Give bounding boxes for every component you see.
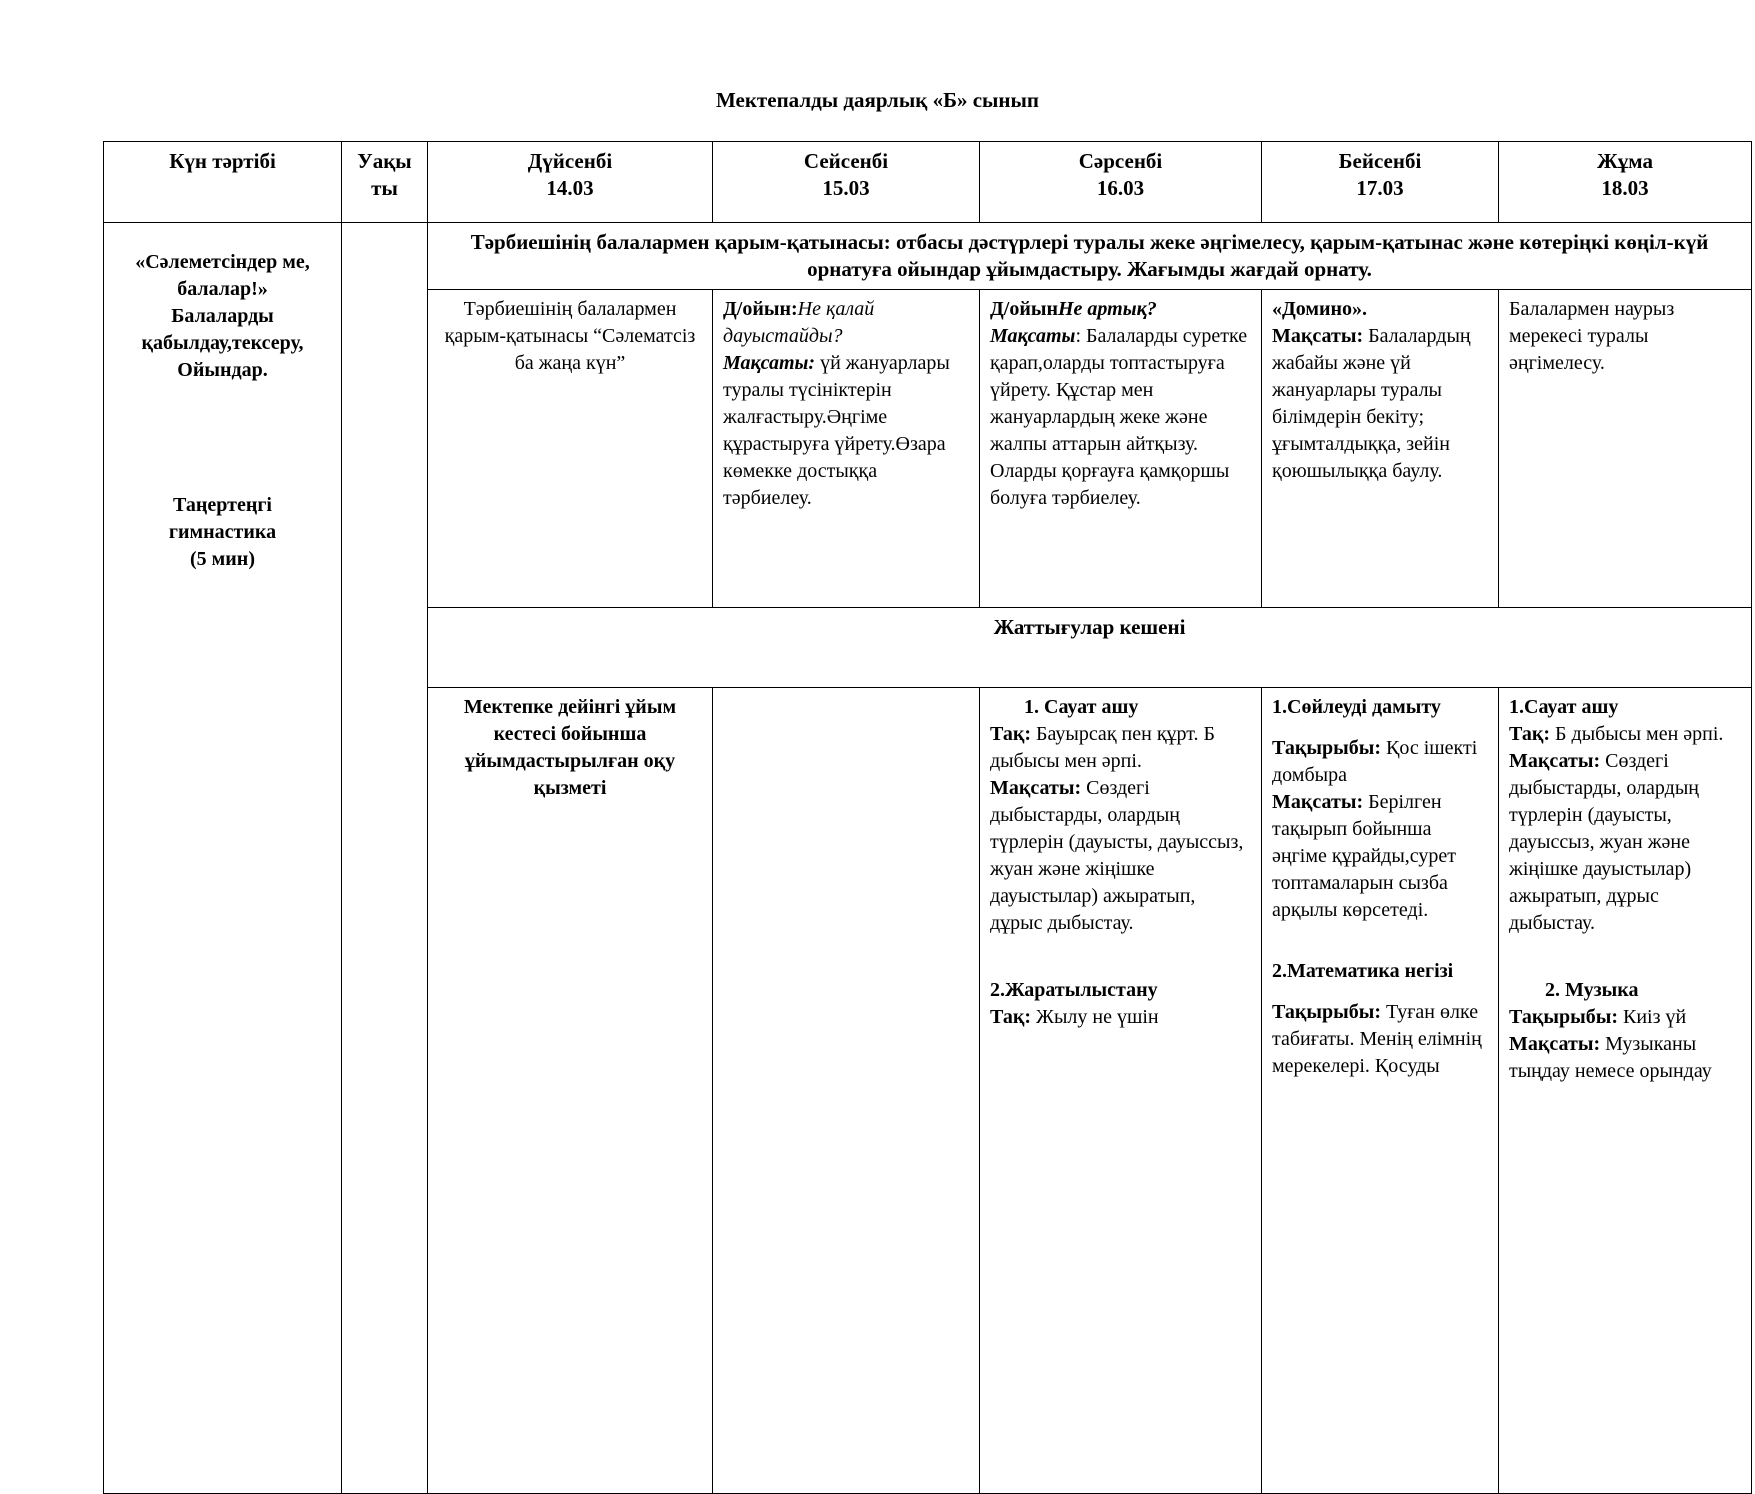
tuesday-morning: Д/ойын:Не қалай дауыстайды? Мақсаты: үй жануарлары туралы түсініктерін жалғастыру.Әңгіме құрастыруға үйрету.Өзара көмекке достыққа тәрбиелеу. bbox=[713, 290, 980, 608]
wednesday-morning: Д/ойынНе артық? Мақсаты: Балаларды суретке қарап,оларды топтастыруға үйрету. Құстар мен жануарлардың жеке және жалпы аттарын айтқызу. Оларды қорғауға қамқоршы болуға тәрбиелеу. bbox=[980, 290, 1262, 608]
header-day-tuesday: Сейсенбі 15.03 bbox=[713, 142, 980, 223]
communication-text: Тәрбиешінің балалармен қарым-қатынасы: отбасы дәстүрлері туралы жеке әңгімелесу, қарым-қатынас және көтеріңкі көңіл-күй орнатуға ойындар ұйымдастыру. Жағымды жағдай орнату. bbox=[428, 223, 1752, 290]
monday-lessons: 1. Сауат ашу Тақ: Бауырсақ пен құрт. Б дыбысы мен әрпі. Мақсаты: Сөздегі дыбыстарды, олардың түрлерін (дауысты, дауыссыз, жуан және жіңішке дауыстылар) ажыратып, дұрыс дыбыстау. 2.Жаратылыстану Тақ: Жылу не үшін bbox=[980, 688, 1262, 1494]
org-left-cell: Мектепке дейінгі ұйым кестесі бойынша ұйымдастырылған оқу қызметі bbox=[428, 688, 713, 1494]
header-day-friday: Жұма 18.03 bbox=[1499, 142, 1752, 223]
thursday-morning: «Домино». Мақсаты: Балалардың жабайы және үй жануарлары туралы білімдерін бекіту; ұғымталдыққа, зейін қоюшылыққа баулу. bbox=[1262, 290, 1499, 608]
tuesday-lessons: 1.Сөйлеуді дамыту Тақырыбы: Қос ішекті домбыра Мақсаты: Берілген тақырып бойынша әңгіме құрайды,сурет топтамаларын сызба арқылы көрсетеді. 2.Математика негізі Тақырыбы: Туған өлке табиғаты. Менің елімнің мерекелері. Қосуды bbox=[1262, 688, 1499, 1494]
exercises-text: Жаттығулар кешені bbox=[428, 608, 1752, 688]
morning-time-cell bbox=[342, 223, 428, 1494]
page-title: Мектепалды даярлық «Б» сынып bbox=[715, 88, 1040, 112]
org-time-cell bbox=[713, 688, 980, 1494]
friday-morning: Балалармен наурыз мерекесі туралы әңгімелесу. bbox=[1499, 290, 1752, 608]
header-row bbox=[104, 142, 1752, 223]
schedule-table bbox=[103, 141, 1752, 1494]
header-day-wednesday: Сәрсенбі 16.03 bbox=[980, 142, 1262, 223]
morning-left-cell: «Сәлеметсіндер ме, балалар!» Балаларды қабылдау,тексеру, Ойындар. Таңертеңгі гимнастика (5 мин) bbox=[104, 223, 342, 1494]
wednesday-lessons: 1.Сауат ашу Тақ: Б дыбысы мен әрпі. Мақсаты: Сөздегі дыбыстарды, олардың түрлерін (дауысты, дауыссыз, жуан және жіңішке дауыстылар) ажыратып, дұрыс дыбыстау. 2. Музыка Тақырыбы: Киіз үй Мақсаты: Музыканы тыңдау немесе орындау bbox=[1499, 688, 1752, 1494]
header-time: Уақы ты bbox=[342, 142, 428, 223]
gymnastics-label: Таңертеңгі bbox=[173, 494, 272, 516]
header-schedule: Күн тәртібі bbox=[104, 142, 342, 223]
communication-row bbox=[104, 223, 1752, 290]
monday-morning: Тәрбиешінің балалармен қарым-қатынасы “Сәлематсіз ба жаңа күн” bbox=[428, 290, 713, 608]
header-day-thursday: Бейсенбі 17.03 bbox=[1262, 142, 1499, 223]
header-day-monday: Дүйсенбі 14.03 bbox=[428, 142, 713, 223]
